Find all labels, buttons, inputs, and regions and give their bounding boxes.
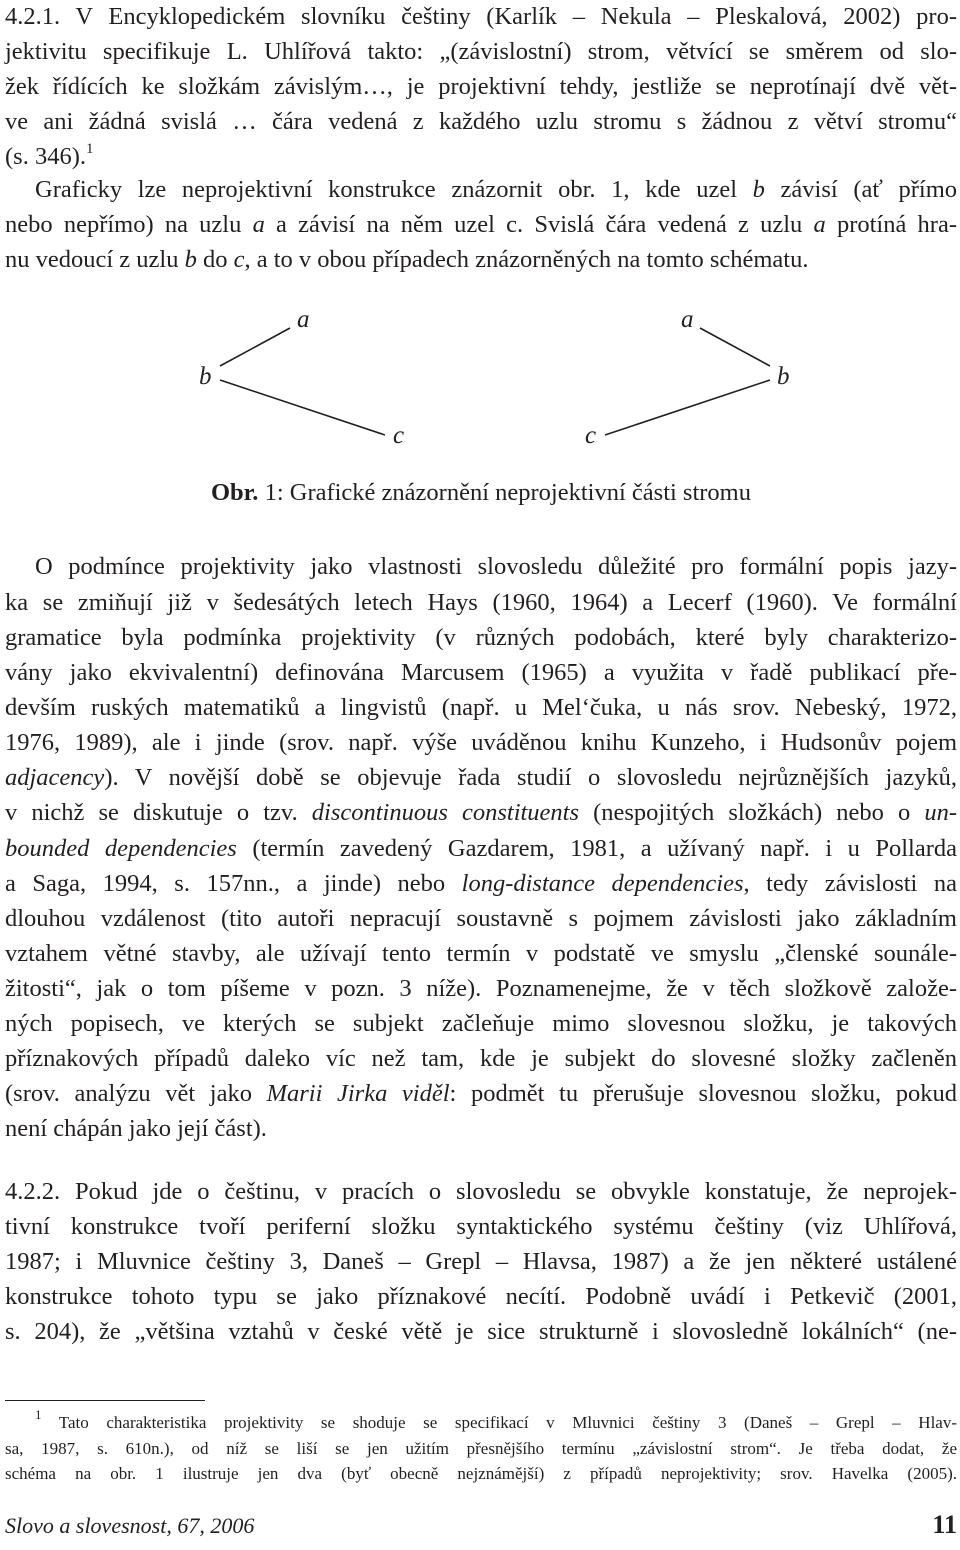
italic-run: a — [252, 211, 265, 238]
footnote-line — [5, 1463, 957, 1485]
text-run: gramatice byla podmínka projektivity (v různých podobách, které byly charakterizo- — [5, 624, 957, 651]
text-run: (nespojitých složkách) nebo o — [579, 799, 925, 826]
text-run: 4.2.1. V Encyklopedickém slovníku češtiny (Karlík – Nekula – Pleskalová, 2002) pro- — [5, 3, 957, 30]
italic-run: long-distance dependencies — [461, 870, 744, 897]
left-tree-node-c: c — [393, 422, 405, 449]
text-run: nu vedoucí z uzlu — [5, 246, 185, 273]
right-tree — [585, 306, 790, 449]
journal-citation: Slovo a slovesnost, 67, 2006 — [5, 1513, 255, 1538]
text-run: dlouhou vzdálenost (tito autoři nepracují soustavně s pojmem závislosti jako základním — [5, 905, 957, 932]
caption-text: : Grafické znázornění neprojektivní části stromu — [276, 479, 751, 506]
paragraph-3-line — [5, 1009, 957, 1039]
text-run: : podmět tu přerušuje slovesnou složku, pokud — [449, 1080, 957, 1107]
text-run: schéma na obr. 1 ilustruje jen dva (byť obecně nejznámější) z případů neprojektivity; srov. Havelka (2005). — [5, 1464, 957, 1483]
caption-label: Obr. — [211, 479, 259, 506]
right-tree-node-c: c — [585, 422, 597, 449]
text-run: v nichž se diskutuje o tzv. — [5, 799, 312, 826]
caption-number: 1 — [264, 479, 277, 506]
text-run: O podmínce projektivity jako vlastnosti slovosledu důležité pro formální popis jazy- — [35, 553, 957, 580]
right-tree-node-b: b — [777, 363, 790, 390]
paragraph-3-line — [5, 939, 957, 969]
left-tree — [199, 306, 404, 449]
italic-run: bounded dependencies — [5, 835, 237, 862]
paragraph-4-line — [5, 1282, 957, 1312]
figure-1-caption — [5, 478, 957, 508]
italic-run: b — [752, 176, 765, 203]
footnote-line — [35, 1407, 957, 1434]
italic-run: adjacency — [5, 764, 105, 791]
paragraph-3-line — [5, 798, 957, 828]
text-run: ). V novější době se objevuje řada studií o slovosledu nejrůznějších jazyků, — [104, 764, 957, 791]
paragraph-3-line — [5, 1044, 957, 1074]
footnote-marker: 1 — [35, 1407, 42, 1423]
paragraph-4-line — [5, 1247, 957, 1277]
left-tree-node-b: b — [199, 363, 212, 390]
text-run: jektivitu specifikuje L. Uhlířová takto: „(závislostní) strom, větvící se směrem od slo- — [5, 38, 957, 65]
text-run: protíná hra- — [825, 211, 957, 238]
paragraph-1-line — [5, 72, 957, 102]
text-run: žitosti“, jak o tom píšeme v pozn. 3 níže). Poznamenejme, že v těch složkově založe- — [5, 975, 957, 1002]
paragraph-3-line — [35, 552, 957, 582]
paragraph-3-line — [5, 1114, 267, 1144]
page — [5, 0, 957, 1550]
text-run: 4.2.2. Pokud jde o češtinu, v pracích o slovosledu se obvykle konstatuje, že neprojek- — [5, 1178, 957, 1205]
text-run: není chápán jako její část). — [5, 1115, 267, 1142]
paragraph-2-line — [5, 210, 957, 240]
text-run: příznakových případů daleko víc než tam, kde je subjekt do slovesné složky začleněn — [5, 1045, 957, 1072]
paragraph-4-line — [5, 1212, 957, 1242]
text-run: 1976, 1989), ale i jinde (srov. např. výše uváděnou knihu Kunzeho, i Hudsonův pojem — [5, 729, 957, 756]
paragraph-3-line — [5, 763, 957, 793]
left-tree-node-a: a — [297, 306, 310, 333]
text-run: a Saga, 1994, s. 157nn., a jinde) nebo — [5, 870, 462, 897]
italic-run: un- — [924, 799, 957, 826]
paragraph-1-line — [5, 142, 93, 172]
left-edge-a-b — [220, 328, 290, 366]
footnote-line — [5, 1438, 957, 1460]
text-run: (s. 346). — [5, 143, 86, 170]
text-run: devším ruských matematiků a lingvistů (např. u Mel‘čuka, u nás srov. Nebeský, 1972, — [5, 694, 957, 721]
left-edge-b-c — [220, 380, 385, 435]
paragraph-1-line — [5, 2, 957, 32]
italic-run: discontinuous constituents — [311, 799, 580, 826]
right-edge-b-c — [605, 380, 770, 435]
text-run: vztahem větné stavby, ale užívají tento termín v podstatě ve smyslu „členské sounále- — [5, 940, 957, 967]
figure-1-diagram — [165, 300, 805, 460]
text-run: konstrukce tohoto typu se jako příznakové necítí. Podobně uvádí i Petkevič (2001, — [5, 1283, 957, 1310]
text-run: , tedy závislosti na — [743, 870, 957, 897]
text-run: s. 204), že „většina vztahů v české větě je sice strukturně i slovosledně lokálních“ (ne- — [5, 1318, 957, 1345]
italic-run: Marii Jirka viděl — [266, 1080, 450, 1107]
footnote-rule — [5, 1400, 205, 1401]
text-run: 1987; i Mluvnice češtiny 3, Daneš – Grepl – Hlavsa, 1987) a že jen některé ustálené — [5, 1248, 957, 1275]
paragraph-4-line — [5, 1177, 957, 1207]
right-tree-node-a: a — [681, 306, 694, 333]
page-number: 11 — [932, 1510, 957, 1539]
paragraph-3-line — [5, 834, 957, 864]
paragraph-3-line — [5, 588, 957, 618]
footnote-marker: 1 — [85, 140, 94, 157]
text-run: žek řídících ke složkám závislým…, je projektivní tehdy, jestliže se neprotínají dvě vět- — [5, 73, 957, 100]
text-run: tivní konstrukce tvoří periferní složku syntaktického systému češtiny (viz Uhlířová, — [5, 1213, 957, 1240]
text-run: a závisí na něm uzel c. Svislá čára vedená z uzlu — [264, 211, 814, 238]
text-run: ka se zmiňují již v šedesátých letech Hays (1960, 1964) a Lecerf (1960). Ve formální — [5, 589, 957, 616]
text-run: sa, 1987, s. 610n.), od níž se liší se jen užitím přesnějšího termínu „závislostní strom“. Je třeba dodat, že — [5, 1439, 957, 1458]
text-run: ve ani žádná svislá … čára vedená z každého uzlu stromu s žádnou z větví stromu“ — [5, 108, 957, 135]
paragraph-3-line — [5, 658, 957, 688]
paragraph-3-line — [5, 693, 957, 723]
text-run: do — [196, 246, 234, 273]
paragraph-3-line — [5, 728, 957, 758]
paragraph-3-line — [5, 623, 957, 653]
paragraph-3-line — [5, 1079, 957, 1109]
italic-run: c — [233, 246, 245, 273]
right-edge-a-b — [700, 328, 770, 366]
text-run: Tato charakteristika projektivity se shoduje se specifikací v Mluvnici češtiny 3 (Daneš – Grepl – Hlav- — [41, 1413, 957, 1432]
text-run: (termín zavedený Gazdarem, 1981, a užívaný např. i u Pollarda — [236, 835, 957, 862]
paragraph-2-line — [35, 175, 957, 205]
text-run: vány jako ekvivalentní) definována Marcusem (1965) a využita v řadě publikací pře- — [5, 659, 957, 686]
text-run: ných popisech, ve kterých se subjekt začleňuje mimo slovesnou složku, je takových — [5, 1010, 957, 1037]
paragraph-1-line — [5, 107, 957, 137]
paragraph-1-line — [5, 37, 957, 67]
italic-run: b — [184, 246, 197, 273]
paragraph-4-line — [5, 1317, 957, 1347]
text-run: nebo nepřímo) na uzlu — [5, 211, 253, 238]
paragraph-3-line — [5, 869, 957, 899]
paragraph-2-line — [5, 245, 809, 275]
text-run: závisí (ať přímo — [764, 176, 957, 203]
paragraph-3-line — [5, 904, 957, 934]
text-run: (srov. analýzu vět jako — [5, 1080, 267, 1107]
text-run: , a to v obou případech znázorněných na tomto schématu. — [244, 246, 809, 273]
text-run: Graficky lze neprojektivní konstrukce znázornit obr. 1, kde uzel — [35, 176, 753, 203]
paragraph-3-line — [5, 974, 957, 1004]
italic-run: a — [813, 211, 826, 238]
